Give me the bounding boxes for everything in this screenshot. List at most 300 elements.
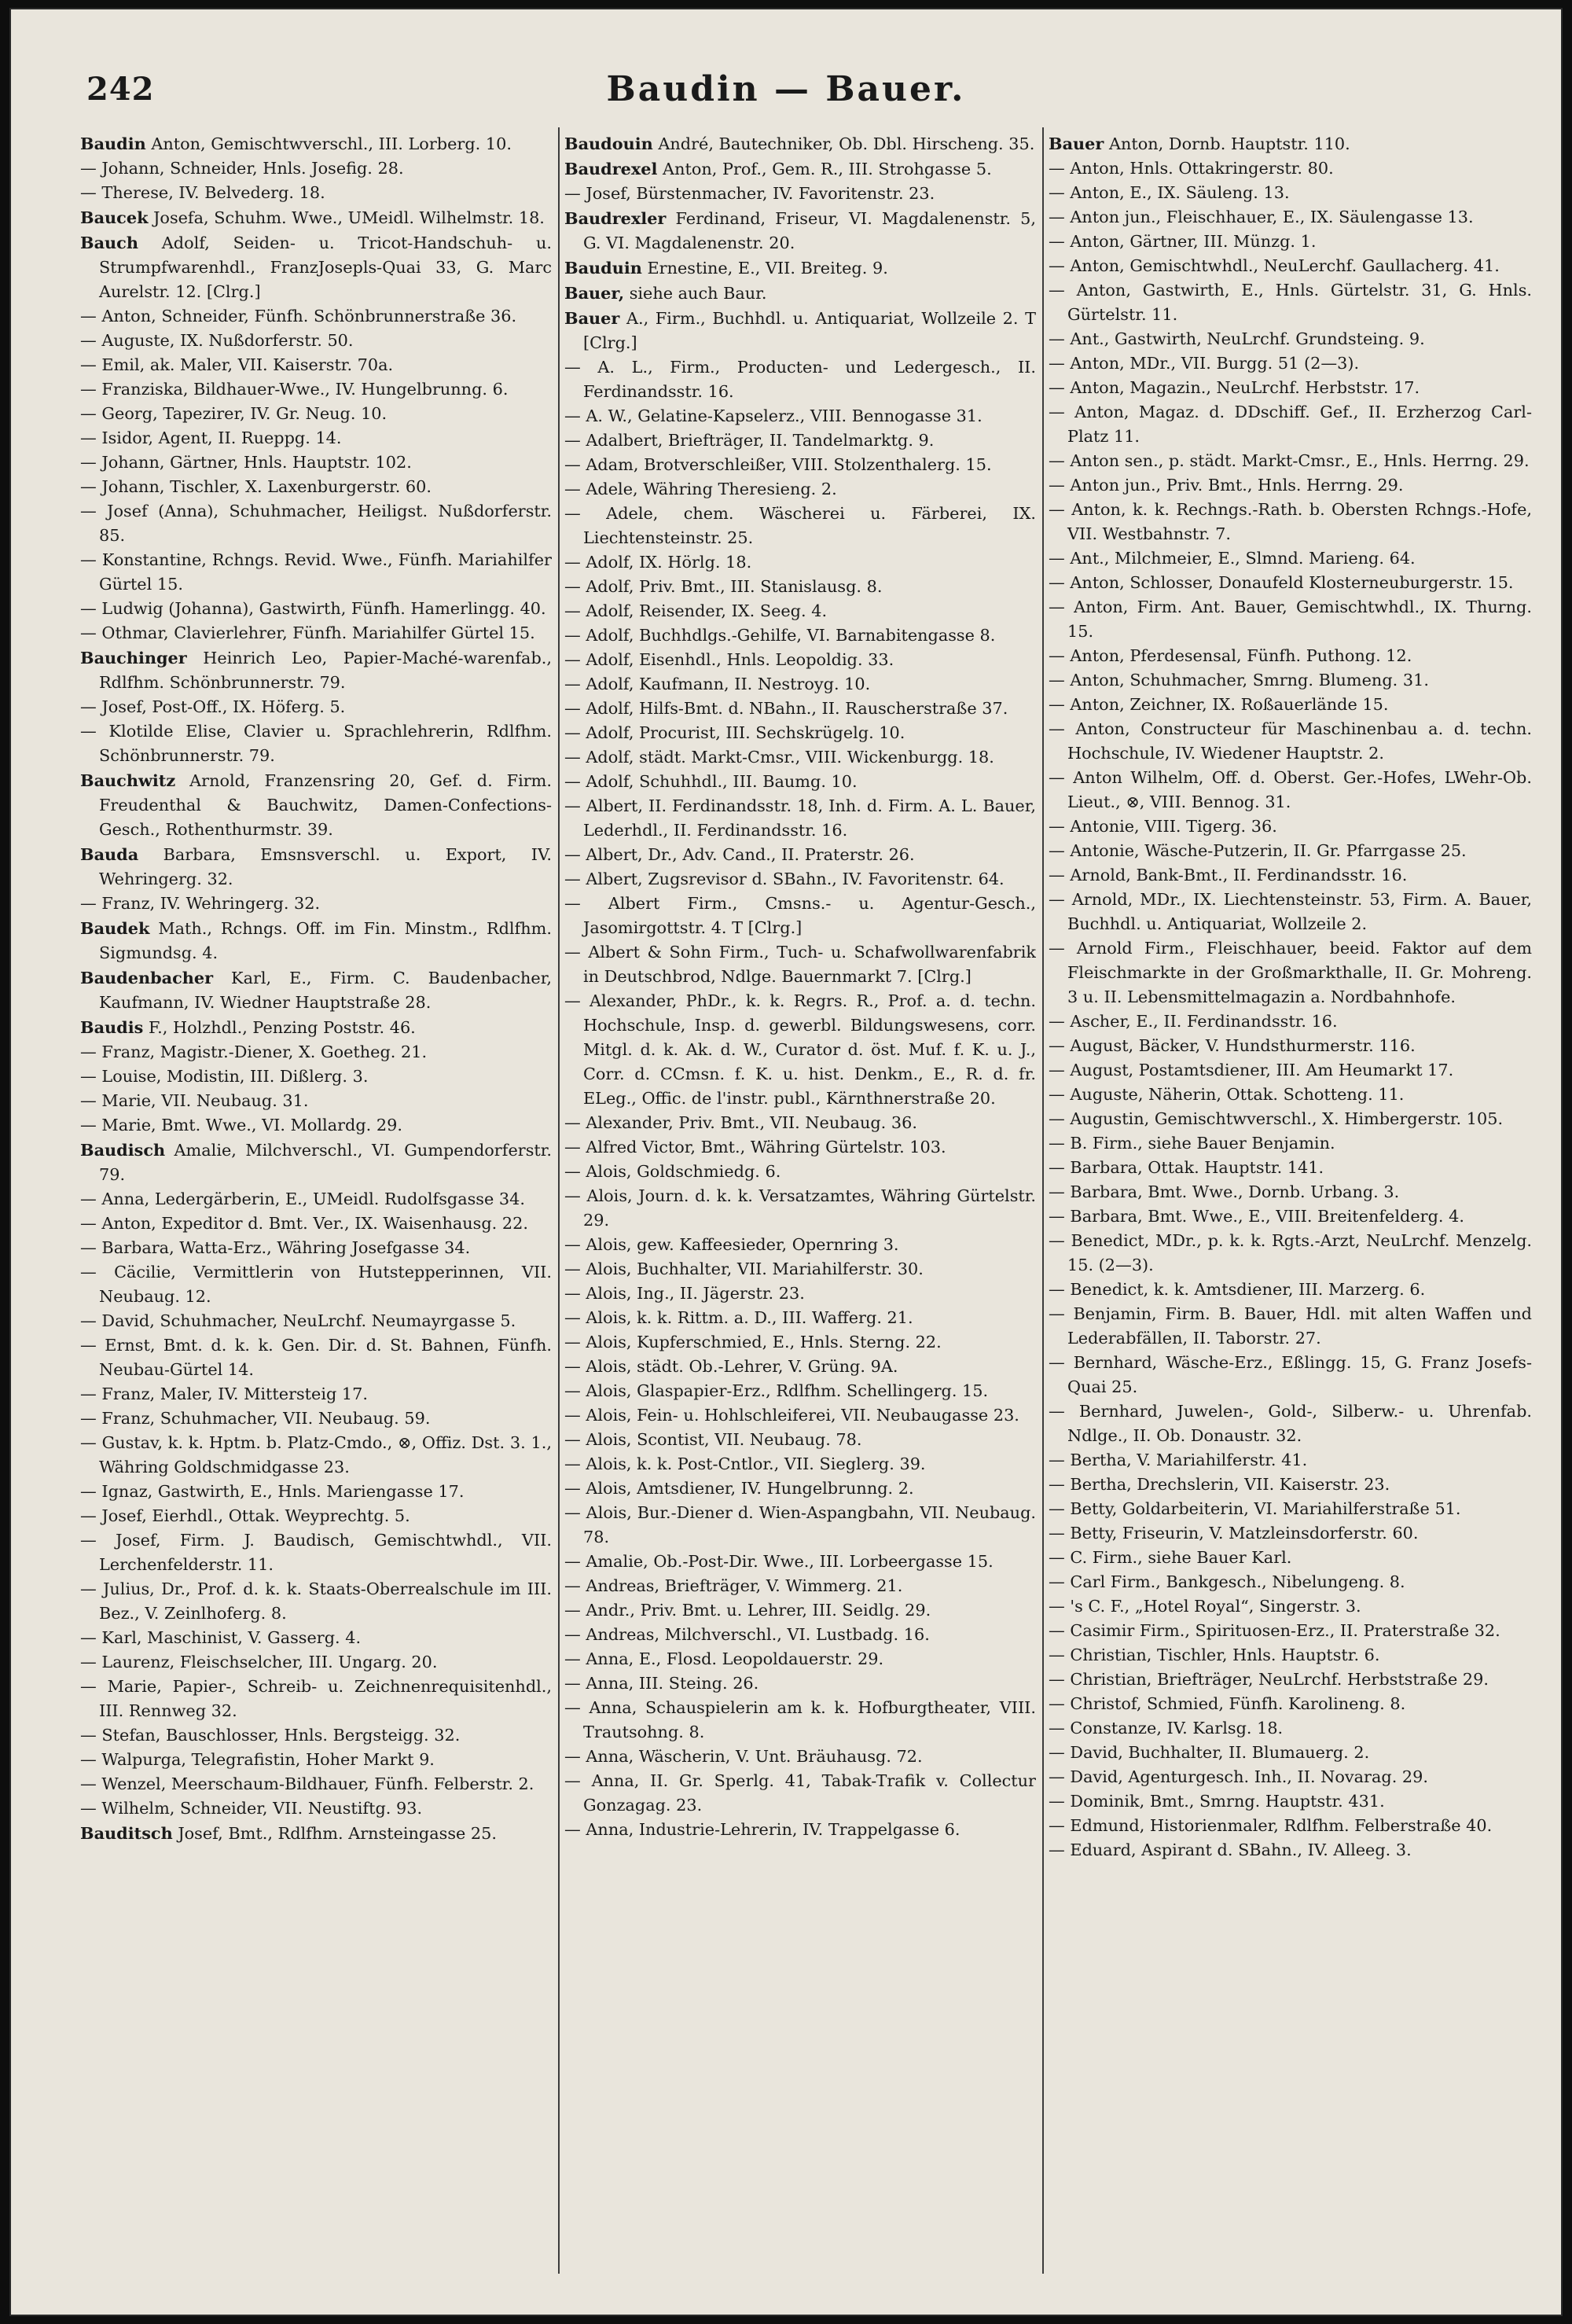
entry-text: — David, Agenturgesch. Inh., II. Novarag. 29. [1049, 1767, 1428, 1786]
entry-text: — Ludwig (Johanna), Gastwirth, Fünfh. Hamerlingg. 40. [80, 599, 546, 618]
column-3 [1049, 131, 1532, 2301]
entry-text: — Barbara, Bmt. Wwe., E., VIII. Breitenfelderg. 4. [1049, 1207, 1464, 1226]
directory-entry [80, 475, 552, 499]
column-2 [564, 131, 1036, 2301]
directory-entry [1049, 1034, 1532, 1058]
entry-surname: Bauchinger [80, 648, 187, 667]
directory-entry [564, 1403, 1036, 1428]
entry-text: Ferdinand, Friseur, VI. Magdalenenstr. 5, G. VI. Magdalenenstr. 20. [583, 209, 1036, 252]
entry-text: — Anna, Industrie-Lehrerin, IV. Trappelgasse 6. [564, 1820, 960, 1839]
entry-text: Anton, Dornb. Hauptstr. 110. [1104, 134, 1350, 153]
directory-entry [564, 281, 1036, 306]
entry-text: — Anton, Gärtner, III. Münzg. 1. [1049, 232, 1317, 251]
directory-entry [80, 1138, 552, 1187]
entry-surname: Baucek [80, 208, 149, 227]
entry-text: — Arnold, Bank-Bmt., II. Ferdinandsstr. 16. [1049, 866, 1408, 884]
entry-text: — Adele, Währing Theresieng. 2. [564, 480, 837, 498]
entry-text: — Franziska, Bildhauer-Wwe., IV. Hungelbrunng. 6. [80, 380, 509, 399]
entry-text: — Adolf, städt. Markt-Cmsr., VIII. Wickenburgg. 18. [564, 748, 994, 767]
directory-entry [564, 721, 1036, 745]
entry-text: — Anton sen., p. städt. Markt-Cmsr., E., Hnls. Herrng. 29. [1049, 451, 1530, 470]
entry-text: — Gustav, k. k. Hptm. b. Platz-Cmdo., ⊗, Offiz. Dst. 3. 1., Währing Goldschmidgasse 23. [80, 1433, 552, 1476]
entry-surname: Baudrexler [564, 208, 667, 228]
entry-text: — Adalbert, Briefträger, II. Tandelmarktg. 9. [564, 431, 935, 450]
directory-entry [80, 597, 552, 621]
entry-text: — David, Schuhmacher, NeuLrchf. Neumayrgasse 5. [80, 1311, 516, 1330]
directory-entry [564, 697, 1036, 721]
entry-text: — Adele, chem. Wäscherei u. Färberei, IX. Liechtensteinstr. 25. [564, 504, 1036, 547]
directory-entry [1049, 1058, 1532, 1083]
directory-entry [564, 770, 1036, 794]
directory-entry [564, 1282, 1036, 1306]
entry-text: — Anna, Wäscherin, V. Unt. Bräuhausg. 72. [564, 1747, 923, 1766]
directory-entry [1049, 1156, 1532, 1180]
entry-text: — Anton, Constructeur für Maschinenbau a. d. techn. Hochschule, IV. Wiedener Hauptstr. 2. [1049, 719, 1532, 763]
directory-entry [1049, 449, 1532, 473]
entry-text: Josefa, Schuhm. Wwe., UMeidl. Wilhelmstr. 18. [148, 208, 545, 227]
directory-entry [564, 404, 1036, 428]
directory-entry [564, 1428, 1036, 1452]
entry-text: — Andreas, Milchverschl., VI. Lustbadg. 16. [564, 1625, 930, 1644]
directory-entry [80, 499, 552, 548]
entry-text: — Anna, II. Gr. Sperlg. 41, Tabak-Trafik v. Collectur Gonzagag. 23. [564, 1771, 1036, 1815]
entry-text: — Konstantine, Rchngs. Revid. Wwe., Fünfh. Mariahilfer Gürtel 15. [80, 550, 552, 594]
entry-text: — Betty, Goldarbeiterin, VI. Mariahilferstraße 51. [1049, 1499, 1461, 1518]
entry-text: — Dominik, Bmt., Smrng. Hauptstr. 431. [1049, 1792, 1385, 1811]
entry-text: — Marie, Papier-, Schreib- u. Zeichnenrequisitenhdl., III. Rennweg 32. [80, 1677, 552, 1720]
directory-entry [1049, 595, 1532, 644]
directory-entry [1049, 1229, 1532, 1278]
directory-entry [80, 719, 552, 768]
entry-text: Arnold, Franzensring 20, Gef. d. Firm. Freudenthal & Bauchwitz, Damen-Confections-Gesch., Rothenthurmstr. 39. [99, 771, 552, 839]
entry-text: — Adolf, Schuhhdl., III. Baumg. 10. [564, 772, 858, 791]
directory-entry [80, 645, 552, 695]
entry-text: — Augustin, Gemischtwverschl., X. Himbergerstr. 105. [1049, 1109, 1504, 1128]
entry-text: — Klotilde Elise, Clavier u. Sprachlehrerin, Rdlfhm. Schönbrunnerstr. 79. [80, 722, 552, 765]
entry-text: — Christian, Tischler, Hnls. Hauptstr. 6. [1049, 1646, 1380, 1664]
directory-entry [80, 1333, 552, 1382]
directory-entry [564, 1111, 1036, 1135]
entry-text: — Anna, Ledergärberin, E., UMeidl. Rudolfsgasse 34. [80, 1190, 525, 1208]
directory-entry [564, 867, 1036, 892]
directory-entry [1049, 644, 1532, 668]
directory-entry [1049, 1473, 1532, 1497]
entry-text: — Albert & Sohn Firm., Tuch- u. Schafwollwarenfabrik in Deutschbrod, Ndlge. Bauernmarkt 7. [Clrg.] [564, 943, 1036, 986]
entry-text: — Adolf, Eisenhdl., Hnls. Leopoldig. 33. [564, 650, 894, 669]
entry-text: — Anton, k. k. Rechngs.-Rath. b. Obersten Rchngs.-Hofe, VII. Westbahnstr. 7. [1049, 500, 1532, 543]
directory-entry [564, 599, 1036, 623]
entry-text: — Benedict, k. k. Amtsdiener, III. Marzerg. 6. [1049, 1280, 1426, 1299]
entry-text: — Johann, Gärtner, Hnls. Hauptstr. 102. [80, 453, 412, 472]
directory-entry [1049, 156, 1532, 181]
entry-text: — Auguste, Näherin, Ottak. Schotteng. 11. [1049, 1085, 1405, 1104]
directory-entry [1049, 668, 1532, 693]
entry-text: — Auguste, IX. Nußdorferstr. 50. [80, 331, 354, 350]
page-number: 242 [86, 71, 155, 108]
entry-text: — Anton, E., IX. Säuleng. 13. [1049, 183, 1290, 202]
directory-entry [1049, 1107, 1532, 1131]
entry-text: — Ernst, Bmt. d. k. k. Gen. Dir. d. St. Bahnen, Fünfh. Neubau-Gürtel 14. [80, 1336, 552, 1379]
directory-entry [80, 1772, 552, 1796]
entry-text: — Alfred Victor, Bmt., Währing Gürtelstr. 103. [564, 1138, 946, 1156]
entry-text: — Louise, Modistin, III. Dißlerg. 3. [80, 1067, 369, 1086]
directory-entry [564, 672, 1036, 697]
directory-entry [564, 156, 1036, 182]
directory-entry [564, 1647, 1036, 1671]
entry-text: — Barbara, Ottak. Hauptstr. 141. [1049, 1158, 1324, 1177]
directory-entry [1049, 1741, 1532, 1765]
entry-text: — Ignaz, Gastwirth, E., Hnls. Mariengasse 17. [80, 1482, 465, 1501]
directory-entry [80, 426, 552, 450]
directory-entry [80, 1723, 552, 1748]
entry-text: — Alois, Goldschmiedg. 6. [564, 1162, 781, 1181]
directory-entry [564, 256, 1036, 281]
directory-entry [1049, 1302, 1532, 1351]
directory-entry [80, 548, 552, 597]
directory-entry [564, 1574, 1036, 1598]
entry-text: — Anton Wilhelm, Off. d. Oberst. Ger.-Hofes, LWehr-Ob. Lieut., ⊗, VIII. Bennog. 31. [1049, 768, 1532, 811]
entry-text: — Alois, k. k. Post-Cntlor., VII. Sieglerg. 39. [564, 1454, 926, 1473]
directory-entry [564, 1623, 1036, 1647]
entry-text: — Anton, Hnls. Ottakringerstr. 80. [1049, 159, 1334, 178]
directory-entry [1049, 1278, 1532, 1302]
directory-entry [1049, 1643, 1532, 1668]
directory-entry [1049, 815, 1532, 839]
entry-surname: Bauch [80, 233, 138, 252]
entry-text: — Anton, Gastwirth, E., Hnls. Gürtelstr. 31, G. Hnls. Gürtelstr. 11. [1049, 281, 1532, 324]
entry-text: — 's C. F., „Hotel Royal“, Singerstr. 3. [1049, 1597, 1361, 1616]
entry-text: André, Bautechniker, Ob. Dbl. Hirscheng. 35. [652, 134, 1035, 153]
directory-entry [1049, 351, 1532, 376]
entry-text: — Johann, Schneider, Hnls. Josefig. 28. [80, 159, 404, 178]
entry-text: siehe auch Baur. [624, 284, 767, 303]
directory-entry [80, 1650, 552, 1675]
directory-entry [1049, 1180, 1532, 1204]
directory-entry [564, 1671, 1036, 1696]
directory-entry [80, 1309, 552, 1333]
entry-surname: Bauda [80, 844, 139, 864]
entry-text: — Anton, Zeichner, IX. Roßauerlände 15. [1049, 695, 1389, 714]
entry-text: — Barbara, Watta-Erz., Währing Josefgasse 34. [80, 1238, 471, 1257]
directory-entry [80, 329, 552, 353]
directory-entry [80, 156, 552, 181]
entry-text: — Bernhard, Wäsche-Erz., Eßlingg. 15, G. Franz Josefs-Quai 25. [1049, 1353, 1532, 1396]
entry-text: — Emil, ak. Maler, VII. Kaiserstr. 70a. [80, 355, 394, 374]
directory-entry [1049, 1497, 1532, 1521]
entry-text: — Anton, Magaz. d. DDschiff. Gef., II. Erzherzog Carl-Platz 11. [1049, 403, 1532, 446]
entry-text: — C. Firm., siehe Bauer Karl. [1049, 1548, 1292, 1567]
entry-text: — Franz, Magistr.-Diener, X. Goetheg. 21. [80, 1042, 428, 1061]
entry-text: — Casimir Firm., Spirituosen-Erz., II. Praterstraße 32. [1049, 1621, 1500, 1640]
directory-entry [564, 1818, 1036, 1842]
entry-surname: Bauer [1049, 134, 1104, 153]
directory-entry [1049, 1838, 1532, 1863]
directory-entry [564, 892, 1036, 940]
directory-entry [1049, 936, 1532, 1009]
entry-text: — Laurenz, Fleischselcher, III. Ungarg. 20. [80, 1653, 438, 1671]
directory-entry [564, 940, 1036, 989]
directory-entry [80, 965, 552, 1015]
directory-entry [564, 794, 1036, 843]
entry-text: — Marie, Bmt. Wwe., VI. Mollardg. 29. [80, 1116, 402, 1134]
entry-text: A., Firm., Buchhdl. u. Antiquariat, Wollzeile 2. T [Clrg.] [583, 309, 1036, 352]
entry-surname: Baudek [80, 918, 150, 938]
directory-entry [564, 131, 1036, 156]
entry-text: — Adolf, Priv. Bmt., III. Stanislausg. 8. [564, 577, 883, 596]
directory-entry [80, 230, 552, 304]
directory-entry [1049, 1692, 1532, 1716]
directory-entry [1049, 1009, 1532, 1034]
entry-surname: Baudis [80, 1017, 144, 1037]
entry-text: — Christian, Briefträger, NeuLrchf. Herbststraße 29. [1049, 1670, 1489, 1689]
column-divider [1042, 127, 1044, 2274]
entry-surname: Baudin [80, 134, 146, 153]
entry-text: — Franz, IV. Wehringerg. 32. [80, 894, 321, 913]
entry-text: F., Holzhdl., Penzing Poststr. 46. [143, 1018, 416, 1037]
directory-entry [80, 205, 552, 230]
directory-entry [1049, 1814, 1532, 1838]
entry-surname: Bauer, [564, 283, 625, 303]
entry-surname: Bauduin [564, 258, 642, 278]
directory-entry [564, 1452, 1036, 1476]
directory-entry [1049, 254, 1532, 278]
entry-text: — Isidor, Agent, II. Rueppg. 14. [80, 428, 342, 447]
entry-text: — Anton, Schlosser, Donaufeld Klosterneuburgerstr. 15. [1049, 573, 1514, 592]
entry-surname: Baudenbacher [80, 968, 214, 987]
entry-text: — Edmund, Historienmaler, Rdlfhm. Felberstraße 40. [1049, 1816, 1493, 1835]
entry-text: — Julius, Dr., Prof. d. k. k. Staats-Oberrealschule im III. Bez., V. Zeinlhoferg. 8. [80, 1579, 552, 1623]
entry-text: Josef, Bmt., Rdlfhm. Arnsteingasse 25. [172, 1824, 497, 1843]
entry-text: — Alois, Glaspapier-Erz., Rdlfhm. Schellingerg. 15. [564, 1381, 989, 1400]
entry-text: — Walpurga, Telegrafistin, Hoher Markt 9. [80, 1750, 435, 1769]
directory-entry [80, 1821, 552, 1846]
directory-entry [1049, 1765, 1532, 1789]
directory-entry [564, 355, 1036, 404]
entry-text: — Benedict, MDr., p. k. k. Rgts.-Arzt, NeuLrchf. Menzelg. 15. (2—3). [1049, 1231, 1532, 1274]
directory-entry [80, 1113, 552, 1138]
directory-entry [1049, 1716, 1532, 1741]
directory-entry [80, 402, 552, 426]
directory-entry [1049, 230, 1532, 254]
entry-surname: Bauditsch [80, 1823, 173, 1843]
entry-text: — Anton, Schuhmacher, Smrng. Blumeng. 31. [1049, 671, 1429, 689]
entry-text: — Johann, Tischler, X. Laxenburgerstr. 60. [80, 477, 432, 496]
directory-entry [564, 1476, 1036, 1501]
directory-entry [564, 1233, 1036, 1257]
entry-text: — Constanze, IV. Karlsg. 18. [1049, 1719, 1284, 1737]
directory-entry [564, 1598, 1036, 1623]
entry-text: — Adolf, Kaufmann, II. Nestroyg. 10. [564, 675, 871, 693]
entry-text: — Josef, Eierhdl., Ottak. Weyprechtg. 5. [80, 1506, 410, 1525]
directory-entry [80, 1626, 552, 1650]
entry-text: — Cäcilie, Vermittlerin von Hutstepperinnen, VII. Neubaug. 12. [80, 1263, 552, 1306]
directory-entry [80, 353, 552, 377]
directory-entry [80, 450, 552, 475]
entry-text: — Therese, IV. Belvederg. 18. [80, 183, 325, 202]
entry-text: — Alois, Amtsdiener, IV. Hungelbrunng. 2. [564, 1479, 914, 1498]
entry-text: Anton, Prof., Gem. R., III. Strohgasse 5. [657, 160, 992, 178]
entry-text: — Alois, Scontist, VII. Neubaug. 78. [564, 1430, 862, 1449]
page-header [11, 9, 1561, 127]
directory-entry [1049, 693, 1532, 717]
entry-text: — Antonie, VIII. Tigerg. 36. [1049, 817, 1277, 836]
entry-text: — Anton jun., Fleischhauer, E., IX. Säulengasse 13. [1049, 208, 1474, 226]
directory-entry [1049, 498, 1532, 546]
directory-entry [564, 1135, 1036, 1160]
directory-entry [1049, 1570, 1532, 1594]
entry-text: — Anna, E., Flosd. Leopoldauerstr. 29. [564, 1649, 884, 1668]
entry-text: — Josef, Post-Off., IX. Höferg. 5. [80, 697, 346, 716]
entry-text: — Ascher, E., II. Ferdinandsstr. 16. [1049, 1012, 1338, 1031]
column-1 [80, 131, 552, 2301]
entry-text: — August, Postamtsdiener, III. Am Heumarkt 17. [1049, 1061, 1454, 1079]
directory-entry [564, 1379, 1036, 1403]
entry-text: — Anton, Firm. Ant. Bauer, Gemischtwhdl., IX. Thurng. 15. [1049, 598, 1532, 641]
entry-text: — Anna, III. Steing. 26. [564, 1674, 759, 1693]
directory-entry [80, 1577, 552, 1626]
entry-text: — Alois, städt. Ob.-Lehrer, V. Grüng. 9A. [564, 1357, 898, 1376]
entry-text: — Bernhard, Juwelen-, Gold-, Silberw.- u. Uhrenfab. Ndlge., II. Ob. Donaustr. 32. [1049, 1402, 1532, 1445]
directory-entry [1049, 327, 1532, 351]
directory-entry [80, 892, 552, 916]
entry-text: — August, Bäcker, V. Hundsthurmerstr. 116. [1049, 1036, 1416, 1055]
directory-entry [564, 843, 1036, 867]
directory-entry [80, 1236, 552, 1260]
entry-text: — Franz, Schuhmacher, VII. Neubaug. 59. [80, 1409, 431, 1428]
directory-entry [80, 695, 552, 719]
directory-entry [1049, 1789, 1532, 1814]
entry-text: Adolf, Seiden- u. Tricot-Handschuh- u. Strumpfwarenhdl., FranzJosepls-Quai 33, G. Marc Aurelstr. 12. [Clrg.] [99, 234, 552, 301]
directory-entry [1049, 1619, 1532, 1643]
entry-text: — Anton, Expeditor d. Bmt. Ver., IX. Waisenhausg. 22. [80, 1214, 528, 1233]
directory-entry [564, 1355, 1036, 1379]
entry-text: — Wilhelm, Schneider, VII. Neustiftg. 93. [80, 1799, 423, 1818]
entry-text: — A. W., Gelatine-Kapselerz., VIII. Bennogasse 31. [564, 406, 982, 425]
directory-entry [80, 1528, 552, 1577]
entry-text: — Albert, Zugsrevisor d. SBahn., IV. Favoritenstr. 64. [564, 870, 1005, 888]
directory-entry [80, 1260, 552, 1309]
directory-entry [1049, 1594, 1532, 1619]
entry-text: — B. Firm., siehe Bauer Benjamin. [1049, 1134, 1335, 1153]
entry-text: — Marie, VII. Neubaug. 31. [80, 1091, 309, 1110]
directory-entry [1049, 278, 1532, 327]
directory-entry [564, 1769, 1036, 1818]
entry-text: — Anton, Schneider, Fünfh. Schönbrunnerstraße 36. [80, 307, 517, 325]
directory-entry [564, 477, 1036, 502]
directory-entry [1049, 131, 1532, 156]
directory-entry [1049, 766, 1532, 815]
directory-entry [564, 623, 1036, 648]
entry-text: — Eduard, Aspirant d. SBahn., IV. Alleeg. 3. [1049, 1840, 1412, 1859]
directory-entry [80, 304, 552, 329]
directory-entry [1049, 863, 1532, 888]
entry-text: — Adolf, IX. Hörlg. 18. [564, 553, 752, 572]
directory-entry [80, 768, 552, 842]
entry-text: — Alois, Buchhalter, VII. Mariahilferstr. 30. [564, 1259, 924, 1278]
directory-entry [1049, 205, 1532, 230]
directory-entry [564, 1257, 1036, 1282]
entry-text: — Adam, Brotverschleißer, VIII. Stolzenthalerg. 15. [564, 455, 992, 474]
entry-text: — Barbara, Bmt. Wwe., Dornb. Urbang. 3. [1049, 1182, 1400, 1201]
directory-entry [1049, 571, 1532, 595]
directory-entry [564, 182, 1036, 206]
directory-entry [564, 453, 1036, 477]
directory-entry [80, 1089, 552, 1113]
entry-text: — Stefan, Bauschlosser, Hnls. Bergsteigg. 32. [80, 1726, 461, 1745]
directory-entry [80, 1796, 552, 1821]
entry-text: — Adolf, Procurist, III. Sechskrügelg. 10. [564, 723, 905, 742]
directory-entry [1049, 1399, 1532, 1448]
entry-text: — Othmar, Clavierlehrer, Fünfh. Mariahilfer Gürtel 15. [80, 623, 535, 642]
directory-entry [564, 1696, 1036, 1745]
directory-entry [1049, 400, 1532, 449]
directory-entry [564, 1745, 1036, 1769]
entry-text: — Anton jun., Priv. Bmt., Hnls. Herrng. 29. [1049, 476, 1404, 495]
entry-text: — Franz, Maler, IV. Mittersteig 17. [80, 1384, 368, 1403]
directory-entry [564, 575, 1036, 599]
entry-text: Ernestine, E., VII. Breiteg. 9. [641, 259, 888, 278]
directory-entry [564, 306, 1036, 355]
directory-entry [564, 1501, 1036, 1550]
directory-entry [80, 181, 552, 205]
directory-entry [564, 428, 1036, 453]
directory-entry [80, 1431, 552, 1480]
directory-entry [1049, 1351, 1532, 1399]
entry-text: — Christof, Schmied, Fünfh. Karolineng. 8. [1049, 1694, 1406, 1713]
directory-entry [564, 1330, 1036, 1355]
directory-entry [80, 1480, 552, 1504]
entry-text: — Ant., Milchmeier, E., Slmnd. Marieng. 64. [1049, 549, 1416, 568]
entry-text: — Alexander, Priv. Bmt., VII. Neubaug. 36. [564, 1113, 917, 1132]
directory-entry [1049, 1083, 1532, 1107]
entry-text: — Andr., Priv. Bmt. u. Lehrer, III. Seidlg. 29. [564, 1601, 931, 1620]
entry-text: — Bertha, Drechslerin, VII. Kaiserstr. 23. [1049, 1475, 1390, 1494]
directory-entry [564, 989, 1036, 1111]
directory-entry [80, 621, 552, 645]
entry-text: — Alois, Fein- u. Hohlschleiferei, VII. Neubaugasse 23. [564, 1406, 1019, 1425]
entry-text: — Arnold, MDr., IX. Liechtensteinstr. 53, Firm. A. Bauer, Buchhdl. u. Antiquariat, Wollzeile 2. [1049, 890, 1532, 933]
directory-entry [80, 1382, 552, 1407]
entry-text: — Wenzel, Meerschaum-Bildhauer, Fünfh. Felberstr. 2. [80, 1774, 534, 1793]
directory-entry [80, 916, 552, 965]
directory-entry [1049, 839, 1532, 863]
entry-text: — Antonie, Wäsche-Putzerin, II. Gr. Pfarrgasse 25. [1049, 841, 1467, 860]
entry-surname: Bauchwitz [80, 770, 176, 790]
directory-entry [564, 745, 1036, 770]
directory-entry [1049, 888, 1532, 936]
directory-entry [1049, 181, 1532, 205]
entry-text: Karl, E., Firm. C. Baudenbacher, Kaufmann, IV. Wiedner Hauptstraße 28. [99, 969, 552, 1012]
directory-entry [1049, 473, 1532, 498]
directory-entry [1049, 717, 1532, 766]
entry-text: — Albert, Dr., Adv. Cand., II. Praterstr. 26. [564, 845, 915, 864]
directory-entry [80, 1675, 552, 1723]
entry-text: — David, Buchhalter, II. Blumauerg. 2. [1049, 1743, 1370, 1762]
directory-entry [80, 1504, 552, 1528]
entry-text: — Anna, Schauspielerin am k. k. Hofburgtheater, VIII. Trautsohng. 8. [564, 1698, 1036, 1741]
entry-text: — Adolf, Hilfs-Bmt. d. NBahn., II. Rauscherstraße 37. [564, 699, 1008, 718]
directory-entry [1049, 1521, 1532, 1546]
directory-entry [80, 1187, 552, 1212]
directory-entry [1049, 1546, 1532, 1570]
entry-text: — Alois, Kupferschmied, E., Hnls. Sterng. 22. [564, 1333, 942, 1351]
entry-text: — Ant., Gastwirth, NeuLrchf. Grundsteing. 9. [1049, 329, 1425, 348]
entry-text: — Albert Firm., Cmsns.- u. Agentur-Gesch., Jasomirgottstr. 4. T [Clrg.] [564, 894, 1036, 937]
directory-page [9, 8, 1563, 2316]
entry-text: — Adolf, Buchhdlgs.-Gehilfe, VI. Barnabitengasse 8. [564, 626, 996, 645]
directory-entry [564, 206, 1036, 256]
entry-surname: Bauer [564, 308, 620, 328]
